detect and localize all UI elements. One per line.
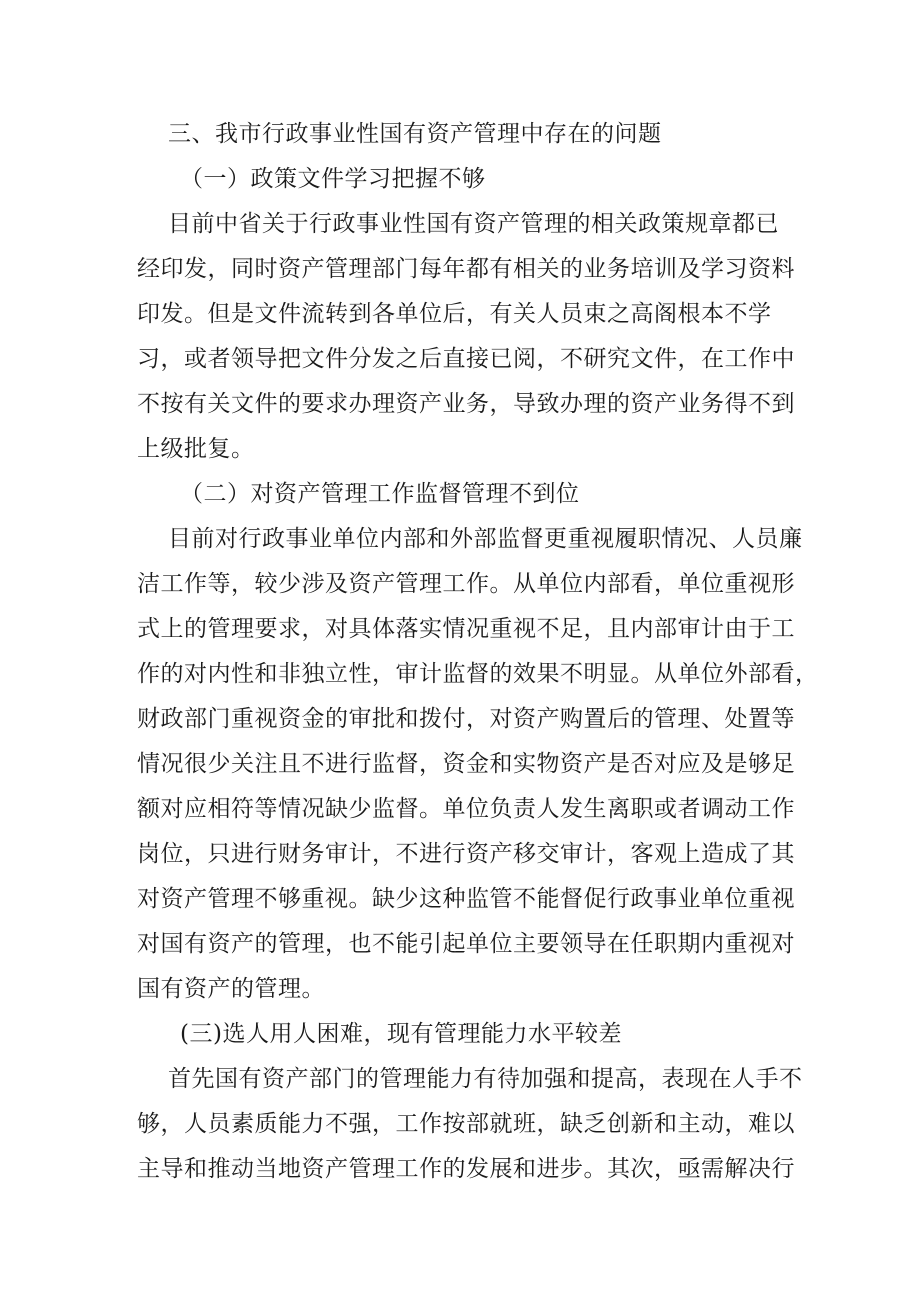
paragraph-line: 印发。但是文件流转到各单位后，有关人员束之高阁根本不学 — [137, 301, 772, 327]
paragraph-line: 国有资产的管理。 — [137, 976, 325, 1002]
paragraph-line: 够，人员素质能力不强，工作按部就班，缺乏创新和主动，难以 — [137, 1111, 795, 1137]
subsection-2-heading: （二）对资产管理工作监督管理不到位 — [180, 481, 580, 507]
paragraph-line: 式上的管理要求，对具体落实情况重视不足，且内部审计由于工 — [137, 616, 795, 642]
paragraph-line: 情况很少关注且不进行监督，资金和实物资产是否对应及是够足 — [137, 751, 795, 777]
paragraph-line: 洁工作等，较少涉及资产管理工作。从单位内部看，单位重视形 — [137, 571, 795, 597]
paragraph-line: 额对应相符等情况缺少监督。单位负责人发生离职或者调动工作 — [137, 796, 795, 822]
paragraph-line: 目前对行政事业单位内部和外部监督更重视履职情况、人员廉 — [168, 526, 803, 552]
paragraph-line: 目前中省关于行政事业性国有资产管理的相关政策规章都已 — [168, 211, 779, 237]
paragraph-line: 习，或者领导把文件分发之后直接已阅，不研究文件，在工作中 — [137, 346, 795, 372]
paragraph-line: 对资产管理不够重视。缺少这种监管不能督促行政事业单位重视 — [137, 886, 795, 912]
subsection-3-heading: (三)选人用人困难，现有管理能力水平较差 — [180, 1021, 622, 1047]
paragraph-line: 对国有资产的管理，也不能引起单位主要领导在任职期内重视对 — [137, 931, 795, 957]
paragraph-line: 财政部门重视资金的审批和拨付，对资产购置后的管理、处置等 — [137, 706, 795, 732]
subsection-1-heading: （一）政策文件学习把握不够 — [180, 166, 486, 192]
paragraph-line: 岗位，只进行财务审计，不进行资产移交审计，客观上造成了其 — [137, 841, 795, 867]
paragraph-line: 经印发，同时资产管理部门每年都有相关的业务培训及学习资料 — [137, 256, 795, 282]
paragraph-line: 上级批复。 — [137, 436, 255, 462]
paragraph-line: 作的对内性和非独立性，审计监督的效果不明显。从单位外部看， — [137, 661, 819, 687]
paragraph-line: 首先国有资产部门的管理能力有待加强和提高，表现在人手不 — [168, 1066, 803, 1092]
paragraph-line: 不按有关文件的要求办理资产业务，导致办理的资产业务得不到 — [137, 391, 795, 417]
section-heading: 三、我市行政事业性国有资产管理中存在的问题 — [168, 121, 662, 147]
paragraph-line: 主导和推动当地资产管理工作的发展和进步。其次，亟需解决行 — [137, 1156, 795, 1182]
